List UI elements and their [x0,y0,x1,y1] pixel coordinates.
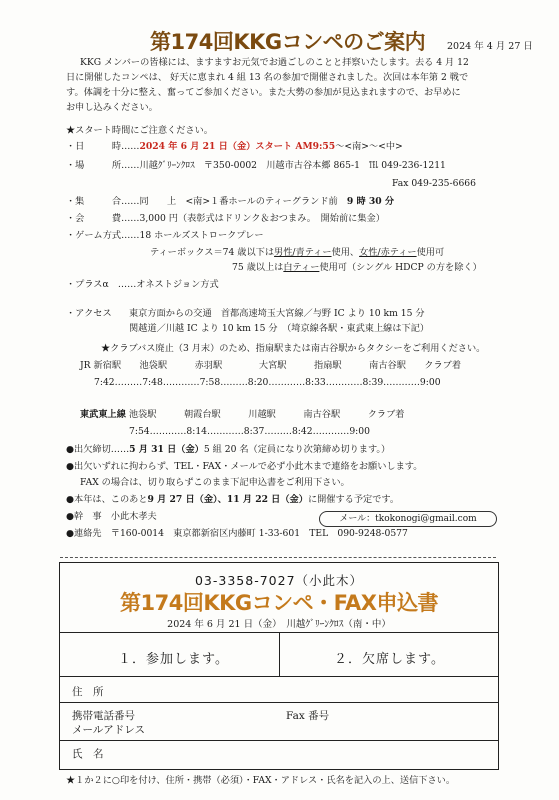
intro-line-3: す。体調を十分に整え、奮ってご参加ください。また大勢の参加が見込まれますので、お早めに [66,87,461,98]
game-text: 18 ホールズストロークプレー [139,230,264,241]
year-plan-post: に開催する予定です。 [307,494,400,505]
fee-text: 3,000 円（表彰式はドリンク＆おつまみ。 開始前に集金） [139,213,385,224]
plus-label: ・プラスα [66,279,109,290]
intro-line-1: KKG メンバーの皆様には、ますますお元気でお過ごしのことと拝察いたします。去る 4 月 12 [80,57,469,68]
venue-text: 川越ｸﾞﾘｰﾝｸﾛｽ 〒350-0002 川越市古谷本郷 865-1 ℡ 049-236-1211 [139,160,446,171]
date-label: ・日 時…… [66,141,140,152]
option-attend[interactable]: １．参加します。 [118,652,229,667]
form-title: 第174回KKGコンペ・FAX申込書 [120,591,438,615]
access-line-2: 関越道／川越 IC より 10 km 15 分 （埼京線各駅・東武東上線は下記） [129,323,430,334]
organizer: ●幹 事 小此木孝夫 [66,511,157,522]
jr-stations: JR 新宿駅 池袋駅 赤羽駅 大宮駅 指扇駅 南古谷駅 クラブ着 [80,360,462,371]
course-order: ～<南>～<中> [335,141,403,152]
form-phone: 03-3358-7027（小此木） [194,573,364,588]
tee-women-red: 女性/赤ティー [359,247,417,258]
tee-row-2-pre: 75 歳以上は [232,262,284,273]
start-time-notice: ★スタート時間にご注意ください。 [66,125,213,136]
page-title: 第174回KKGコンペのご案内 [150,30,426,54]
meeting-time: 9 時 30 分 [346,196,395,207]
date-row [66,141,403,153]
fax-number-label: Fax 番号 [286,710,330,722]
access-line-1: 東京方面からの交通 首都高速埼玉大宮線／与野 IC より 10 km 15 分 [129,308,425,319]
deadline-date: 5 月 31 日（金） [129,444,204,455]
deadline-row [66,444,390,456]
option-absent[interactable]: ２．欠席します。 [334,652,445,667]
address-label: 住 所 [72,686,104,698]
tee-row-1 [150,247,444,259]
form-option-divider [279,632,280,676]
access-label: ・アクセス [66,308,112,319]
event-date: 2024 年 6 月 21 日（金）スタート AM9:55 [139,141,336,152]
meeting-row [66,196,394,208]
intro-line-4: お申し込みください。 [66,102,158,113]
tee-men-blue: 男性/青ティー [274,247,332,258]
club-bus-notice: ★クラブバス廃止（3 月末）のため、指扇駅または南古谷駅からタクシーをご利用ください。 [101,343,486,354]
form-subtitle: 2024 年 6 月 21 日（金） 川越ｸﾞﾘｰﾝｸﾛｽ（南・中） [167,619,391,630]
venue-row [66,160,446,172]
form-divider [60,702,498,703]
tee-row-1-mid: 使用、 [331,247,360,258]
issue-date: 2024 年 4 月 27 日 [447,41,533,52]
tobu-times: 7:54…………8:14…………8:37………8:42…………9:00 [129,426,370,437]
deadline-label: ●出欠締切…… [66,444,130,455]
mobile-label: 携帯電話番号 [72,710,135,722]
fax-note: FAX の場合は、切り取らずこのまま下記申込書をご利用下さい。 [80,477,350,488]
jr-times: 7:42………7:48…………7:58………8:20…………8:33…………8:39…………9:00 [94,377,441,388]
form-divider [60,740,498,741]
cut-line [60,557,496,558]
form-divider [60,676,498,677]
email-label: メールアドレス [72,724,145,736]
year-plan-dates: 9 月 27 日（金）、11 月 22 日（金） [147,494,308,505]
fee-label: ・会 費…… [66,213,140,224]
year-plan-row [66,494,399,506]
plus-text: ……オネストジョン方式 [117,279,219,290]
form-footer-note: ★１か２に○印を付け、住所・携帯（必須）・FAX・アドレス・氏名を記入の上、送信下さい。 [66,775,456,786]
fee-row [66,213,385,225]
intro-line-2: 日に開催したコンペは、 好天に恵まれ 4 組 13 名の参加で開催されました。次回は本年第 2 戦で [66,72,469,83]
venue-fax: Fax 049-235-6666 [392,178,476,189]
plus-row [66,279,219,291]
name-label: 氏 名 [72,748,104,760]
venue-label: ・場 所…… [66,160,140,171]
contact-address: ●連絡先 〒160-0014 東京都新宿区内藤町 1-33-601 TEL 090-9248-0577 [66,528,408,539]
tee-row-2 [232,262,482,274]
contact-note: ●出欠いずれに拘わらず、TEL・FAX・メールで必ず小此木まで連絡をお願いします。 [66,461,423,472]
meeting-label: ・集 合……同 上 [66,196,177,207]
deadline-text: 5 組 20 名（定員になり次第締め切ります。） [203,444,391,455]
tee-row-1-pre: ティーボックス＝74 歳以下は [150,247,275,258]
tobu-stations: 池袋駅 朝霞台駅 川越駅 南古谷駅 クラブ着 [125,409,405,420]
tobu-line-name: 東武東上線 [80,409,126,420]
tee-row-1-post: 使用可 [416,247,445,258]
meeting-place: <南>１番ホールのティーグランド前 [185,196,338,207]
game-row [66,230,264,242]
tee-row-2-post: 使用可（シングル HDCP の方を除く） [319,262,482,273]
tobu-stations-row [80,409,404,421]
fax-application-form [59,562,499,770]
email-box[interactable]: メール：tkokonogi@gmail.com [319,511,497,527]
tee-white: 白ティー [283,262,320,273]
year-plan-pre: ●本年は、このあと [66,494,148,505]
game-label: ・ゲーム方式…… [66,230,140,241]
